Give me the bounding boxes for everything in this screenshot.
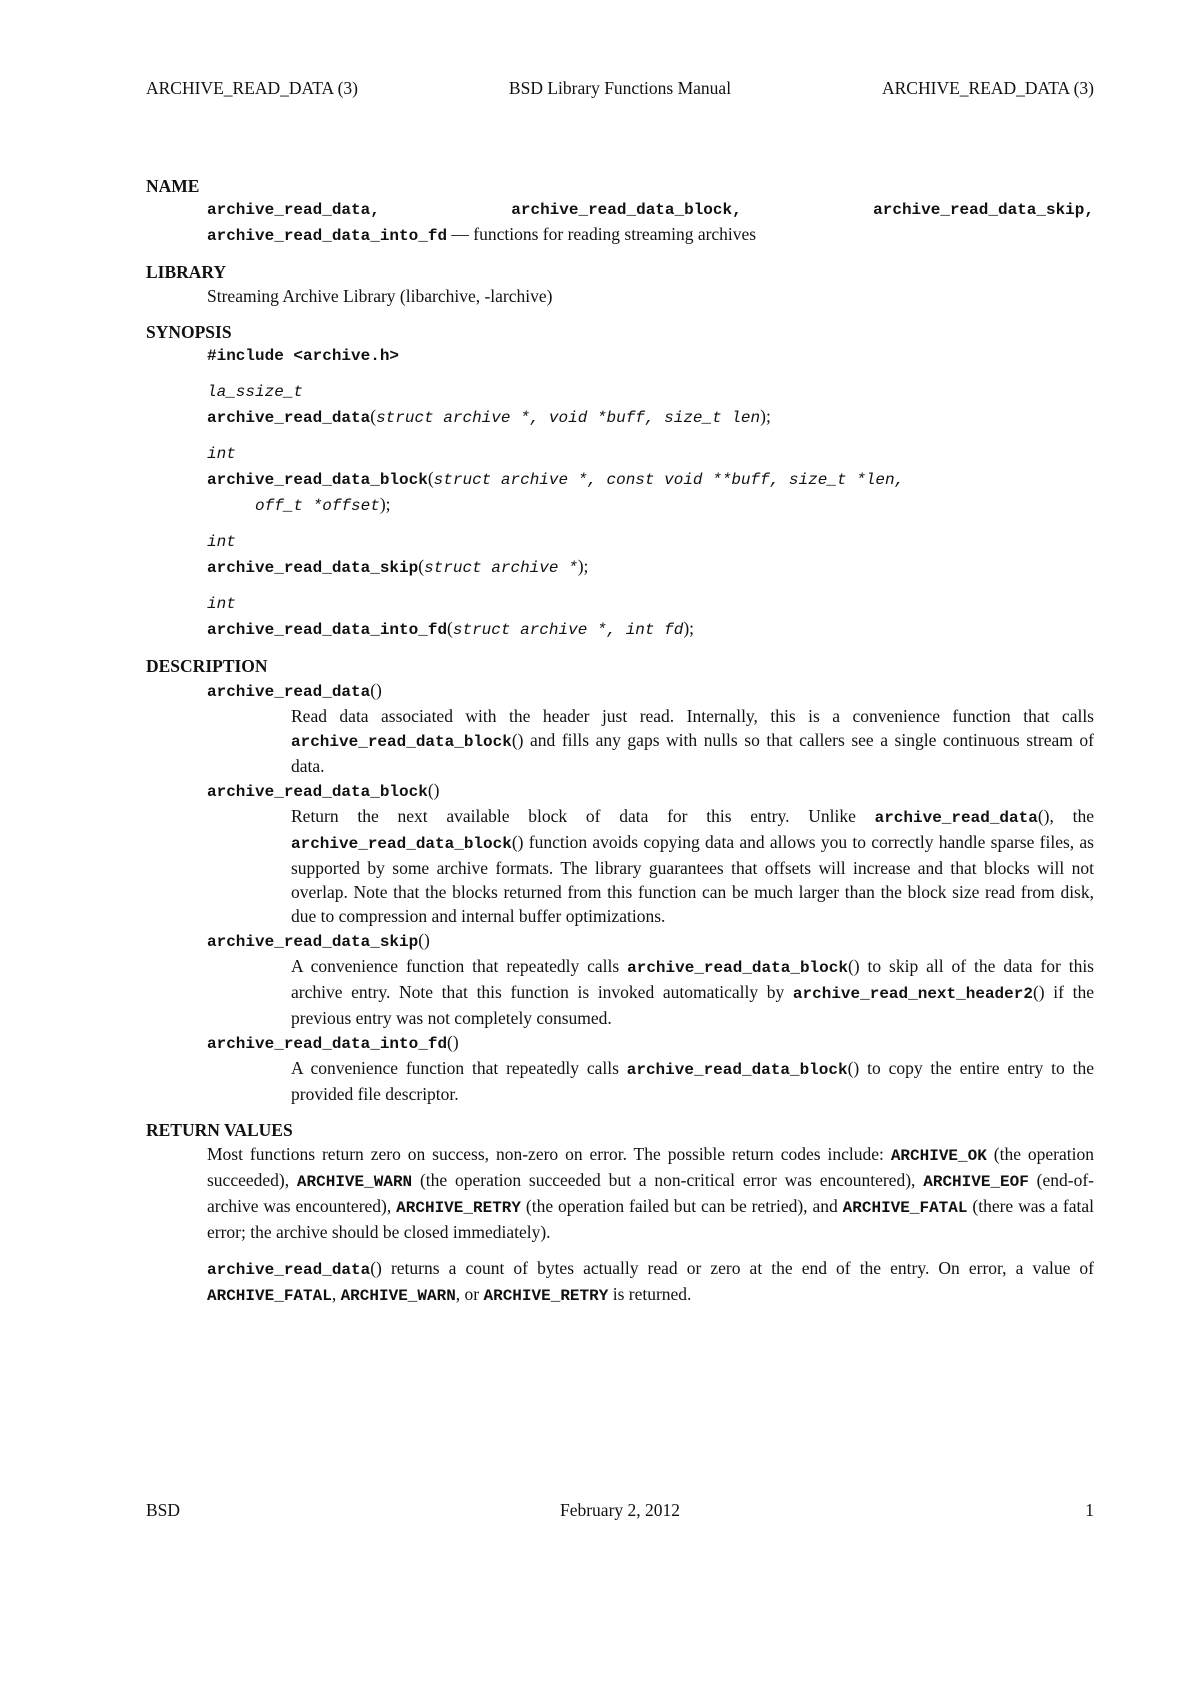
footer-page-number: 1: [1085, 1500, 1094, 1520]
rv-text: Most functions return zero on success, non-zero on error. The possible return codes include:: [207, 1144, 891, 1164]
rv-const-eof: ARCHIVE_EOF: [923, 1173, 1029, 1191]
desc-item-read-data-into-fd: archive_read_data_into_fd(): [207, 1032, 459, 1053]
rv-text: (the operation failed but can be retried), and: [521, 1196, 843, 1216]
desc-text: () and fills any gaps with nulls so that callers see a single continuous stream of data.: [291, 730, 1094, 776]
synopsis-type-3: int: [207, 533, 236, 551]
desc-text: () function avoids copying data and allows you to correctly handle sparse files, as supported by some archive formats. The library guarantees that offsets will increase and that blocks will not overlap. Note that the blocks returned from this function can be much larger than the block size read from disk, due to compression and internal buffer optimizations.: [291, 832, 1094, 926]
library-text: Streaming Archive Library (libarchive, -larchive): [207, 286, 553, 306]
rv-const-fatal: ARCHIVE_FATAL: [207, 1287, 332, 1305]
desc-item-read-data-skip: archive_read_data_skip(): [207, 930, 430, 951]
desc-term-read-data-skip: archive_read_data_skip: [207, 933, 419, 951]
synopsis-type-1: la_ssize_t: [207, 383, 304, 401]
header-right: ARCHIVE_READ_DATA (3): [882, 78, 1094, 98]
synopsis-proto-4: archive_read_data_into_fd(struct archive *, int fd);: [207, 618, 695, 639]
return-values-para-1: [207, 1142, 1094, 1244]
section-library: [146, 260, 1094, 308]
rv-text: (end-of-archive was encountered),: [207, 1170, 1095, 1216]
synopsis-proto-3: archive_read_data_skip(struct archive *);: [207, 556, 589, 577]
desc-text: A convenience function that repeatedly calls: [291, 1058, 627, 1078]
header-center: BSD Library Functions Manual: [508, 78, 732, 98]
rv-const-warn: ARCHIVE_WARN: [340, 1287, 456, 1305]
synopsis-fn-2: archive_read_data_block: [207, 471, 428, 489]
synopsis-proto-2-cont: off_t *offset);: [255, 494, 391, 515]
desc-fn-ref: archive_read_data_block: [627, 959, 848, 977]
synopsis-args-1: struct archive *, void *buff, size_t len: [376, 409, 761, 427]
rv-text: ,: [331, 1284, 341, 1304]
synopsis-fn-4: archive_read_data_into_fd: [207, 621, 448, 639]
rv-const-warn: ARCHIVE_WARN: [296, 1173, 413, 1191]
name-row-2: [207, 222, 1094, 248]
rv-const-ok: ARCHIVE_OK: [890, 1147, 987, 1165]
rv-text: , or: [455, 1284, 484, 1304]
rv-fn-ref: archive_read_data: [207, 1261, 371, 1279]
desc-body-read-data-skip: [291, 954, 1094, 1030]
desc-fn-ref: archive_read_data_block: [291, 733, 512, 751]
footer-date: February 2, 2012: [559, 1500, 681, 1520]
name-fn-read-data-block: archive_read_data_block,: [511, 201, 742, 219]
rv-text: is returned.: [608, 1284, 692, 1304]
section-synopsis: [146, 320, 1094, 642]
name-fn-read-data-into-fd: archive_read_data_into_fd: [207, 227, 448, 245]
synopsis-fn-1: archive_read_data: [207, 409, 371, 427]
name-body: [207, 198, 1094, 248]
name-fn-read-data-skip: archive_read_data_skip,: [873, 201, 1094, 219]
rv-text: (the operation succeeded but a non-critical error was encountered),: [412, 1170, 924, 1190]
section-heading-library: LIBRARY: [146, 262, 227, 282]
section-heading-name: NAME: [146, 176, 200, 196]
name-fn-read-data: archive_read_data,: [207, 201, 380, 219]
desc-fn-ref: archive_read_data: [874, 809, 1038, 827]
header-left: ARCHIVE_READ_DATA (3): [146, 78, 358, 98]
rv-const-fatal: ARCHIVE_FATAL: [842, 1199, 968, 1217]
footer-left: BSD: [146, 1500, 181, 1520]
desc-term-read-data: archive_read_data: [207, 683, 371, 701]
page-content: [146, 174, 1094, 1320]
name-row-1: [207, 198, 1094, 222]
desc-text: Read data associated with the header just read. Internally, this is a convenience function that calls: [291, 706, 1094, 726]
page-header: [146, 78, 1094, 104]
desc-text: () to copy the entire entry to the provided file descriptor.: [291, 1058, 1095, 1104]
desc-body-read-data-into-fd: [291, 1056, 1094, 1106]
section-heading-return-values: RETURN VALUES: [146, 1120, 293, 1140]
section-heading-description: DESCRIPTION: [146, 656, 268, 676]
rv-text: (there was a fatal error; the archive should be closed immediately).: [207, 1196, 1095, 1242]
synopsis-proto-2: archive_read_data_block(struct archive *, const void **buff, size_t *len,: [207, 468, 905, 489]
desc-body-read-data-block: [291, 804, 1094, 928]
synopsis-proto-1: archive_read_data(struct archive *, void *buff, size_t len);: [207, 406, 771, 427]
synopsis-type-4: int: [207, 595, 236, 613]
desc-fn-ref: archive_read_data_block: [626, 1061, 848, 1079]
synopsis-args-4: struct archive *, int fd: [452, 621, 684, 639]
section-return-values: [146, 1118, 1094, 1308]
rv-const-retry: ARCHIVE_RETRY: [396, 1199, 521, 1217]
synopsis-include: #include <archive.h>: [207, 347, 400, 365]
rv-text: () returns a count of bytes actually read or zero at the end of the entry. On error, a value of: [370, 1258, 1094, 1278]
synopsis-type-2: int: [207, 445, 236, 463]
synopsis-body: [207, 344, 1094, 642]
desc-item-read-data: archive_read_data(): [207, 680, 382, 701]
rv-text: (the operation succeeded),: [207, 1144, 1094, 1190]
rv-const-retry: ARCHIVE_RETRY: [483, 1287, 609, 1305]
desc-text: () if the previous entry was not completely consumed.: [291, 982, 1094, 1028]
synopsis-args-3: struct archive *: [424, 559, 578, 577]
desc-item-read-data-block: archive_read_data_block(): [207, 780, 440, 801]
paragraph-gap: [146, 1244, 1094, 1256]
desc-fn-ref: archive_read_next_header2: [792, 985, 1033, 1003]
desc-text: A convenience function that repeatedly calls: [291, 956, 628, 976]
page-footer: [146, 1500, 1094, 1526]
section-heading-synopsis: SYNOPSIS: [146, 322, 232, 342]
desc-text: Return the next available block of data for this entry. Unlike: [291, 806, 875, 826]
synopsis-args-2: struct archive *, const void **buff, size_t *len,: [433, 471, 905, 489]
return-values-para-2: [207, 1256, 1094, 1308]
section-name: [146, 174, 1094, 248]
desc-term-read-data-into-fd: archive_read_data_into_fd: [207, 1035, 448, 1053]
synopsis-args-2-cont: off_t *offset: [255, 497, 380, 515]
name-description: — functions for reading streaming archives: [447, 224, 757, 244]
synopsis-fn-3: archive_read_data_skip: [207, 559, 419, 577]
desc-body-read-data: [291, 704, 1094, 778]
desc-term-read-data-block: archive_read_data_block: [207, 783, 428, 801]
desc-text: () to skip all of the data for this archive entry. Note that this function is invoked automatically by: [291, 956, 1094, 1002]
section-description: [146, 654, 1094, 1106]
desc-text: (), the: [1037, 806, 1094, 826]
desc-fn-ref: archive_read_data_block: [291, 835, 512, 853]
